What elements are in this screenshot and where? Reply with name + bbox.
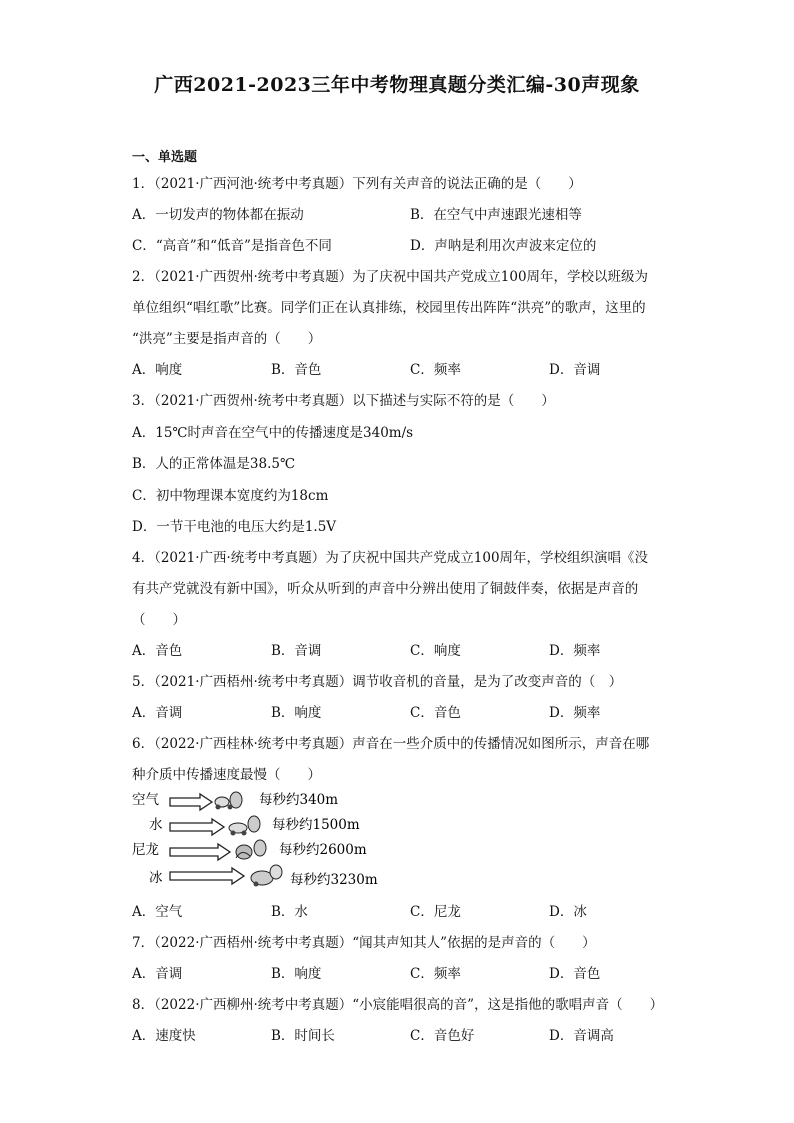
figure-medium-air: 空气 <box>132 792 159 808</box>
q3-option-c: C．初中物理课本宽度约为18cm <box>132 488 329 504</box>
q3-option-a: A．15℃时声音在空气中的传播速度是340m/s <box>132 425 414 441</box>
question-4-stem-line1: 4．（2021·广西·统考中考真题）为了庆祝中国共产党成立100周年，学校组织演唱《没 <box>132 550 649 566</box>
q8-option-c: C．音色好 <box>410 1028 475 1044</box>
q2-option-b: B．音色 <box>271 362 322 378</box>
question-5-stem: 5．（2021·广西梧州·统考中考真题）调节收音机的音量，是为了改变声音的（ ） <box>132 674 623 690</box>
q2-option-a: A．响度 <box>132 362 183 378</box>
figure-speed-ice: 每秒约3230m <box>290 872 378 888</box>
q3-option-d: D．一节干电池的电压大约是1.5V <box>132 519 337 535</box>
question-6-stem-line1: 6．（2022·广西桂林·统考中考真题）声音在一些介质中的传播情况如图所示，声音在哪 <box>132 736 650 752</box>
arrow-icon <box>170 844 230 860</box>
question-2-stem-line3: “洪亮”主要是指声音的（ ） <box>132 331 322 347</box>
figure-speed-air: 每秒约340m <box>259 792 339 808</box>
q6-option-b: B．水 <box>271 904 308 920</box>
q5-option-d: D．频率 <box>549 705 601 721</box>
q8-option-a: A．速度快 <box>132 1028 196 1044</box>
question-4-stem-line3: （ ） <box>132 612 186 628</box>
q6-option-d: D．冰 <box>549 904 587 920</box>
sound-wave-icon <box>236 840 266 859</box>
q5-option-a: A．音调 <box>132 705 183 721</box>
figure-speed-water: 每秒约1500m <box>272 817 360 833</box>
q5-option-c: C．音色 <box>410 705 461 721</box>
question-4-stem-line2: 有共产党就没有新中国》，听众从听到的声音中分辨出使用了铜鼓伴奏，依据是声音的 <box>132 581 639 597</box>
q8-option-d: D．音调高 <box>549 1028 614 1044</box>
q7-option-a: A．音调 <box>132 966 183 982</box>
question-3-stem: 3．（2021·广西贺州·统考中考真题）以下描述与实际不符的是（ ） <box>132 393 555 409</box>
arrow-icon <box>170 819 224 835</box>
arrow-icon <box>170 868 244 884</box>
q6-option-c: C．尼龙 <box>410 904 461 920</box>
arrow-icon <box>170 794 212 810</box>
figure-medium-nylon: 尼龙 <box>132 842 159 858</box>
q6-option-a: A．空气 <box>132 904 183 920</box>
q8-option-b: B．时间长 <box>271 1028 335 1044</box>
sound-wave-icon <box>215 792 242 810</box>
q2-option-c: C．频率 <box>410 362 461 378</box>
q2-option-d: D．音调 <box>549 362 601 378</box>
figure-speed-nylon: 每秒约2600m <box>279 842 367 858</box>
q1-option-a: A．一切发声的物体都在振动 <box>132 207 304 223</box>
q4-option-b: B．音调 <box>271 643 322 659</box>
q4-option-d: D．频率 <box>549 643 601 659</box>
figure-medium-water: 水 <box>149 817 163 833</box>
q4-option-a: A．音色 <box>132 643 183 659</box>
question-2-stem-line1: 2．（2021·广西贺州·统考中考真题）为了庆祝中国共产党成立100周年，学校以班级为 <box>132 269 649 285</box>
q1-option-c: C．“高音”和“低音”是指音色不同 <box>132 238 332 254</box>
figure-medium-ice: 冰 <box>149 870 163 886</box>
q7-option-c: C．频率 <box>410 966 461 982</box>
question-7-stem: 7．（2022·广西梧州·统考中考真题）“闻其声知其人”依据的是声音的（ ） <box>132 935 596 951</box>
q5-option-b: B．响度 <box>271 705 322 721</box>
q7-option-b: B．响度 <box>271 966 322 982</box>
q1-option-b: B．在空气中声速跟光速相等 <box>410 207 582 223</box>
question-1-stem: 1．（2021·广西河池·统考中考真题）下列有关声音的说法正确的是（ ） <box>132 176 582 192</box>
question-8-stem: 8．（2022·广西柳州·统考中考真题）“小宸能唱很高的音”，这是指他的歌唱声音（ ） <box>132 997 664 1013</box>
page-title: 广西2021-2023三年中考物理真题分类汇编-30声现象 <box>154 74 640 96</box>
question-6-stem-line2: 种介质中传播速度最慢（ ） <box>132 767 321 783</box>
sound-propagation-figure <box>132 788 392 892</box>
q3-option-b: B．人的正常体温是38.5℃ <box>132 456 296 472</box>
q4-option-c: C．响度 <box>410 643 461 659</box>
q1-option-d: D．声呐是利用次声波来定位的 <box>410 238 597 254</box>
question-2-stem-line2: 单位组织“唱红歌”比赛。同学们正在认真排练，校园里传出阵阵“洪亮”的歌声，这里的 <box>132 300 646 316</box>
section-heading: 一、单选题 <box>132 150 198 165</box>
q7-option-d: D．音色 <box>549 966 601 982</box>
sound-wave-icon <box>229 816 260 836</box>
sound-wave-icon <box>251 865 282 887</box>
